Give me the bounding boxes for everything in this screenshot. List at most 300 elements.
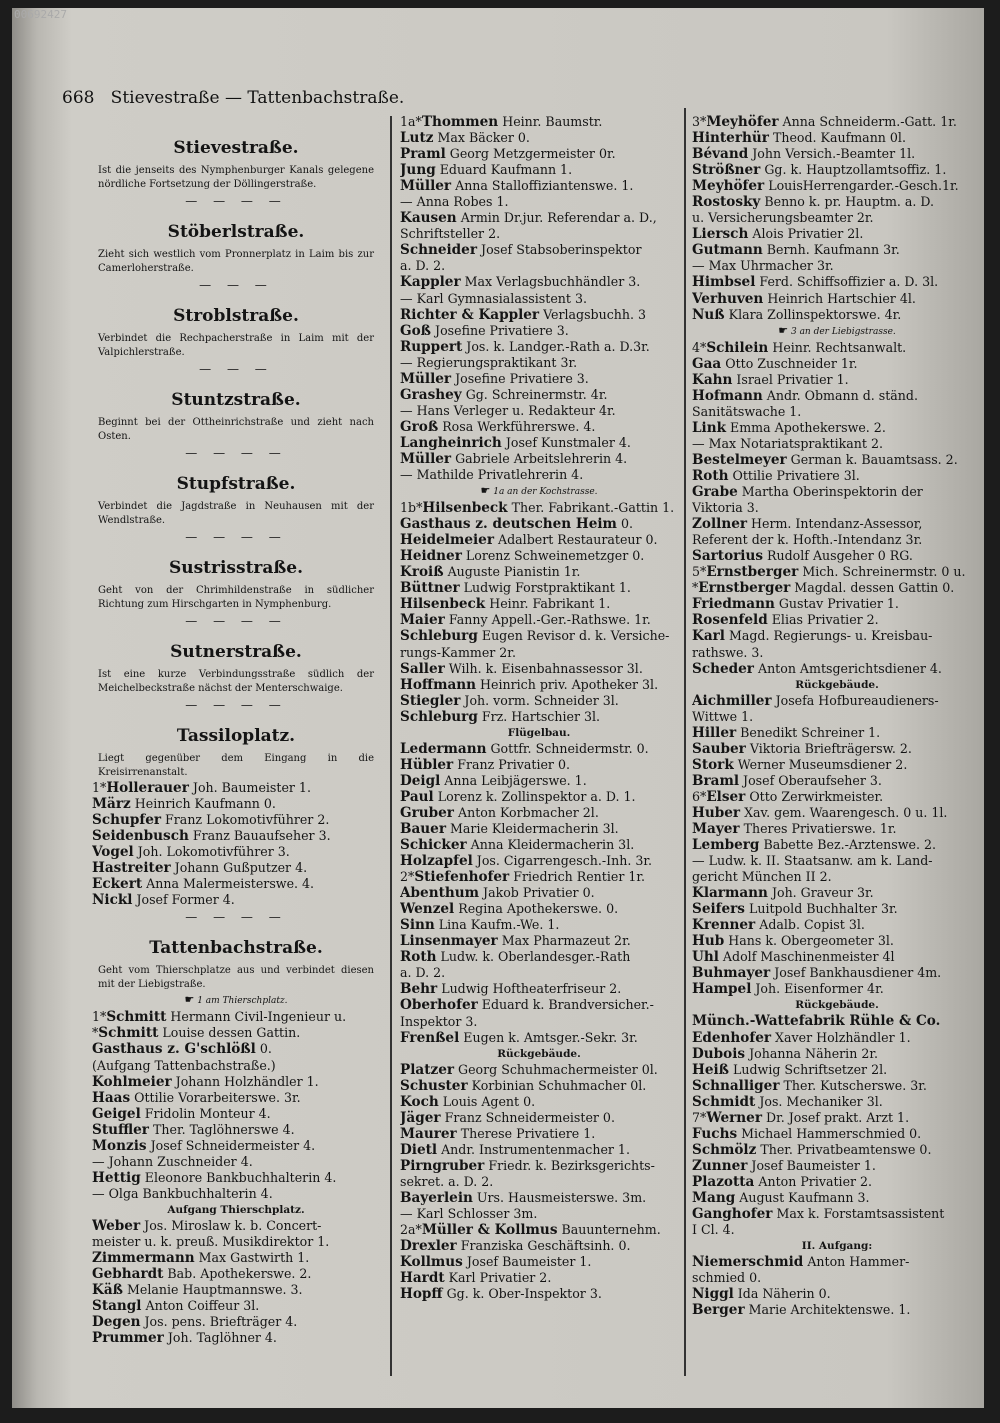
resident-name: Behr: [400, 981, 438, 998]
resident-name: Stork: [692, 756, 734, 773]
directory-entry: [400, 1030, 678, 1046]
directory-entry: [400, 403, 678, 419]
directory-entry: [692, 468, 982, 484]
directory-entry: [692, 1030, 982, 1046]
directory-entry: [400, 274, 678, 290]
directory-entry: [92, 1074, 380, 1090]
resident-details: Luitpold Buchhalter 3r.: [748, 901, 898, 917]
resident-name: Schneider: [400, 242, 477, 259]
directory-entry: [692, 885, 982, 901]
directory-entry: [92, 1154, 380, 1170]
resident-details: Michael Hammerschmied 0.: [741, 1125, 922, 1141]
directory-entry: [400, 1158, 678, 1174]
resident-name: Gutmann: [692, 242, 763, 259]
directory-entry: [400, 1174, 678, 1190]
directory-entry: [692, 981, 982, 997]
resident-details: Magd. Regierungs- u. Kreisbau-: [728, 628, 933, 644]
resident-details: Magdal. dessen Gattin 0.: [794, 580, 955, 596]
resident-name: Maurer: [400, 1125, 457, 1142]
directory-entry: [692, 917, 982, 933]
resident-details: Xaver Holzhändler 1.: [775, 1029, 911, 1045]
resident-name: Schmölz: [692, 1141, 757, 1158]
resident-details: — Karl Schlosser 3m.: [400, 1206, 538, 1222]
directory-entry: [92, 780, 380, 796]
pointing-hand-icon: ☛: [778, 323, 789, 337]
directory-entry: [400, 371, 678, 387]
directory-entry: [92, 1330, 380, 1346]
directory-entry: [92, 1090, 380, 1106]
resident-details: — Anna Robes 1.: [400, 194, 509, 210]
resident-name: Huber: [692, 804, 741, 821]
resident-name: Uhl: [692, 949, 719, 966]
resident-name: Frenßel: [400, 1029, 460, 1046]
resident-name: Gaa: [692, 355, 722, 372]
resident-name: Nickl: [92, 892, 133, 909]
resident-details: Otto Zuschneider 1r.: [725, 355, 858, 371]
directory-entry: [692, 114, 982, 130]
resident-details: Anna Stalloffiziantenswe. 1.: [455, 178, 634, 194]
resident-details: Ludwig Schriftsetzer 2l.: [733, 1061, 888, 1077]
directory-entry: [400, 1286, 678, 1302]
resident-details: — Ludw. k. II. Staatsanw. am k. Land-: [692, 853, 933, 869]
directory-entry: [692, 404, 982, 420]
directory-entry: [400, 532, 678, 548]
resident-details: Martha Oberinspektorin der: [741, 484, 923, 500]
directory-entry: [400, 355, 678, 371]
directory-entry: [92, 1009, 380, 1025]
resident-name: Sauber: [692, 740, 746, 757]
resident-name: Meyhöfer: [692, 178, 765, 195]
directory-entry: [692, 869, 982, 885]
resident-details: Bauunternehm.: [561, 1222, 661, 1238]
resident-details: Franz Bauaufseher 3.: [192, 828, 331, 844]
resident-details: Georg Metzgermeister 0r.: [449, 146, 616, 162]
directory-entry: [692, 210, 982, 226]
resident-name: Heiß: [692, 1061, 729, 1078]
resident-name: Hastreiter: [92, 860, 171, 877]
resident-name: Hub: [692, 933, 725, 950]
directory-entry: [400, 194, 678, 210]
resident-name: Heidelmeier: [400, 532, 494, 549]
directory-entry: [92, 1122, 380, 1138]
street-title: Stupfstraße.: [176, 474, 296, 494]
directory-entry: [692, 532, 982, 548]
resident-details: Joh. Graveur 3r.: [771, 885, 874, 901]
resident-details: Auguste Pianistin 1r.: [447, 564, 581, 580]
location-note: [692, 323, 982, 340]
directory-entry: [692, 484, 982, 500]
resident-details: Ludwig Hoftheaterfriseur 2.: [441, 981, 622, 997]
resident-name: Stiegler: [400, 692, 461, 709]
resident-details: Inspektor 3.: [400, 1013, 478, 1029]
resident-details: Dr. Josef prakt. Arzt 1.: [766, 1109, 910, 1125]
directory-entry: [400, 933, 678, 949]
subsection-heading: II. Aufgang:: [801, 1240, 873, 1253]
resident-details: Joh. Lokomotivführer 3.: [137, 844, 290, 860]
directory-entry: [92, 860, 380, 876]
resident-name: Ruppert: [400, 338, 463, 355]
resident-name: Ernstberger: [706, 564, 799, 581]
resident-details: Max Bäcker 0.: [437, 130, 530, 146]
directory-entry: [692, 612, 982, 628]
resident-name: Deigl: [400, 772, 441, 789]
resident-details: Eugen Revisor d. k. Versiche-: [481, 628, 670, 644]
resident-name: Hettig: [92, 1169, 141, 1186]
column-1: [92, 124, 380, 1346]
resident-details: Ther. Fabrikant.-Gattin 1.: [511, 500, 675, 516]
directory-entry: [92, 1025, 380, 1041]
directory-entry: [400, 339, 678, 355]
resident-name: Hoffmann: [400, 676, 477, 693]
resident-name: Hinterhür: [692, 130, 769, 147]
resident-name: Wenzel: [400, 901, 455, 918]
resident-details: — Karl Gymnasialassistent 3.: [400, 290, 587, 306]
resident-details: Joh. Baumeister 1.: [192, 780, 311, 795]
street-title: Stuntzstraße.: [171, 390, 301, 410]
resident-details: Joh. Taglöhner 4.: [167, 1330, 277, 1346]
resident-details: Xav. gem. Waarengesch. 0 u. 1l.: [744, 804, 948, 820]
directory-entry: [92, 796, 380, 812]
resident-name: Hampel: [692, 981, 752, 998]
directory-entry: [400, 435, 678, 451]
resident-details: gericht München II 2.: [692, 869, 832, 885]
resident-name: Seifers: [692, 901, 745, 918]
directory-entry: [692, 356, 982, 372]
note-text: 3 an der Liebigstrasse.: [790, 326, 896, 337]
resident-name: März: [92, 796, 131, 813]
resident-details: 0.: [259, 1041, 272, 1057]
directory-entry: [400, 693, 678, 709]
street-description: Geht von der Chrimhildenstraße in südlicher Richtung zum Hirschgarten in Nymphenburg.: [98, 585, 374, 610]
resident-details: a. D. 2.: [400, 258, 446, 274]
resident-name: Liersch: [692, 226, 749, 243]
house-number: *: [92, 1025, 99, 1041]
resident-details: rungs-Kammer 2r.: [400, 644, 516, 660]
directory-entry: [692, 1046, 982, 1062]
resident-name: Kohlmeier: [92, 1073, 172, 1090]
section-divider: — — — —: [185, 698, 287, 712]
resident-name: Bayerlein: [400, 1190, 473, 1206]
resident-details: Israel Privatier 1.: [736, 371, 849, 387]
house-number: *: [692, 580, 699, 596]
resident-name: Schuster: [400, 1077, 468, 1094]
directory-entry: [692, 388, 982, 404]
resident-name: Nuß: [692, 306, 725, 323]
directory-entry: [92, 1314, 380, 1330]
resident-name: Bauer: [400, 820, 446, 837]
section-divider: — — — —: [185, 446, 287, 460]
resident-details: Wilh. k. Eisenbahnassessor 3l.: [448, 660, 643, 676]
resident-details: Armin Dr.jur. Referendar a. D.,: [460, 210, 657, 226]
directory-entry: [400, 500, 678, 516]
page-number: 668: [62, 88, 95, 108]
directory-entry: [400, 1142, 678, 1158]
directory-entry: [692, 307, 982, 323]
resident-name: Bestelmeyer: [692, 451, 787, 468]
resident-details: Hermann Civil-Ingenieur u.: [170, 1009, 347, 1025]
resident-name: Zunner: [692, 1157, 748, 1174]
directory-entry: [692, 661, 982, 677]
resident-details: — Hans Verleger u. Redakteur 4r.: [400, 402, 616, 418]
resident-name: Schmitt: [106, 1009, 167, 1026]
directory-entry: [400, 548, 678, 564]
resident-name: Friedmann: [692, 596, 775, 613]
resident-details: — Max Uhrmacher 3r.: [692, 258, 834, 274]
resident-name: Linsenmayer: [400, 933, 498, 950]
street-description: Geht vom Thierschplatze aus und verbindet diesen mit der Liebigstraße.: [98, 965, 374, 991]
resident-details: Gg. k. Hauptzollamtsoffiz. 1.: [764, 162, 947, 178]
directory-entry: [92, 1266, 380, 1282]
column-rule-2: [684, 108, 686, 1376]
resident-details: Josef Baumeister 1.: [751, 1157, 876, 1173]
directory-entry: [692, 1254, 982, 1270]
location-note: [92, 992, 380, 1009]
directory-entry: [692, 773, 982, 789]
directory-entry: [692, 1302, 982, 1318]
resident-name: Goß: [400, 322, 432, 339]
resident-details: Fanny Appell.-Ger.-Rathswe. 1r.: [448, 612, 651, 628]
resident-name: Grashey: [400, 386, 462, 403]
directory-entry: [92, 1282, 380, 1298]
directory-entry: [692, 1013, 982, 1029]
resident-details: Anna Leibjägerswe. 1.: [444, 772, 587, 788]
resident-details: Adalb. Copist 3l.: [759, 917, 865, 933]
street-title: Tattenbachstraße.: [149, 938, 323, 959]
resident-name: Jung: [400, 162, 436, 179]
resident-details: Sanitätswache 1.: [692, 403, 802, 419]
resident-details: Ther. Taglöhnerswe 4.: [153, 1121, 295, 1137]
resident-details: Karl Privatier 2.: [448, 1270, 552, 1286]
resident-name: Oberhofer: [400, 997, 478, 1014]
resident-details: rathswe. 3.: [692, 644, 764, 660]
directory-entry: [692, 821, 982, 837]
subsection-heading: Rückgebäude.: [795, 678, 879, 691]
resident-name: Edenhofer: [692, 1029, 772, 1046]
resident-details: Korbinian Schuhmacher 0l.: [471, 1077, 647, 1093]
resident-name: Mang: [692, 1190, 736, 1206]
resident-details: Josefine Privatiere 3.: [435, 322, 569, 338]
resident-details: (Aufgang Tattenbachstraße.): [92, 1057, 276, 1073]
resident-name: Jäger: [400, 1109, 441, 1126]
resident-details: Johann Holzhändler 1.: [175, 1073, 319, 1089]
street-title: Tassiloplatz.: [176, 726, 296, 746]
resident-name: Müller & Kollmus: [421, 1222, 558, 1239]
resident-details: Theod. Kaufmann 0l.: [772, 130, 906, 146]
resident-name: Thommen: [421, 114, 499, 130]
resident-details: Johann Gußputzer 4.: [174, 860, 308, 876]
resident-details: sekret. a. D. 2.: [400, 1173, 494, 1189]
resident-name: Rostosky: [692, 194, 761, 211]
directory-entry: [692, 548, 982, 564]
resident-details: Anna Malermeisterswe. 4.: [146, 876, 315, 892]
resident-details: Jos. Cigarrengesch.-Inh. 3r.: [476, 853, 652, 869]
resident-details: Jos. pens. Briefträger 4.: [144, 1314, 298, 1330]
directory-entry: [692, 178, 982, 194]
directory-entry: [692, 1270, 982, 1286]
directory-entry: [92, 1170, 380, 1186]
resident-details: Jos. Mechaniker 3l.: [759, 1093, 883, 1109]
resident-name: Maier: [400, 612, 445, 629]
section-divider: — — —: [199, 278, 273, 292]
subsection-heading: Rückgebäude.: [497, 1047, 581, 1060]
house-number: 3*: [692, 114, 707, 129]
resident-details: Gabriele Arbeitslehrerin 4.: [455, 450, 628, 466]
resident-details: Anton Amtsgerichtsdiener 4.: [757, 660, 942, 676]
section-divider: — — — —: [185, 194, 287, 208]
resident-details: Gottfr. Schneidermstr. 0.: [490, 740, 649, 756]
resident-details: John Versich.-Beamter 1l.: [752, 146, 916, 162]
directory-entry: [692, 645, 982, 661]
resident-details: — Olga Bankbuchhalterin 4.: [92, 1185, 273, 1201]
directory-entry: [400, 997, 678, 1013]
resident-details: Babette Bez.-Arztenswe. 2.: [763, 837, 936, 853]
resident-name: Geigel: [92, 1105, 141, 1122]
note-text: 1 am Thierschplatz.: [197, 996, 288, 1007]
resident-details: Marie Kleidermacherin 3l.: [450, 820, 619, 836]
note-text: 1a an der Kochstrasse.: [493, 487, 598, 498]
resident-details: Joh. Eisenformer 4r.: [755, 981, 884, 997]
resident-details: Georg Schuhmachermeister 0l.: [458, 1061, 658, 1077]
directory-entry: [692, 949, 982, 965]
resident-name: Meyhöfer: [706, 114, 779, 130]
street-title: Stroblstraße.: [173, 306, 299, 326]
resident-name: Vogel: [92, 844, 134, 861]
resident-name: Gruber: [400, 804, 454, 821]
resident-name: Zollner: [692, 516, 748, 533]
resident-name: Schleburg: [400, 628, 478, 645]
directory-entry: [692, 789, 982, 805]
resident-name: Scheder: [692, 660, 754, 677]
resident-name: Stiefenhofer: [414, 869, 510, 886]
directory-entry: [692, 628, 982, 644]
scan-code: 00692427: [14, 8, 67, 21]
resident-details: Heinr. Baumstr.: [502, 114, 603, 129]
resident-details: Anton Korbmacher 2l.: [458, 804, 599, 820]
resident-details: I Cl. 4.: [692, 1222, 735, 1238]
directory-entry: [400, 387, 678, 403]
directory-entry: [400, 210, 678, 226]
location-note: [400, 483, 678, 500]
directory-entry: [400, 628, 678, 644]
directory-entry: [92, 1138, 380, 1154]
resident-details: Urs. Hausmeisterswe. 3m.: [476, 1190, 647, 1205]
resident-details: Adalbert Restaurateur 0.: [498, 532, 658, 548]
resident-details: Jos. k. Landger.-Rath a. D.3r.: [466, 338, 650, 354]
street-description: Verbindet die Jagdstraße in Neuhausen mit der Wendlstraße.: [98, 501, 374, 526]
resident-name: Platzer: [400, 1061, 455, 1078]
street-description: Ist eine kurze Verbindungsstraße südlich der Meichelbeckstraße nächst der Menterschwaige.: [98, 669, 374, 694]
directory-entry: [692, 452, 982, 468]
resident-details: Heinrich Hartschier 4l.: [767, 290, 916, 306]
resident-details: Louise dessen Gattin.: [162, 1025, 301, 1041]
resident-name: Lemberg: [692, 837, 760, 854]
directory-entry: [400, 821, 678, 837]
directory-entry: [692, 340, 982, 356]
resident-name: Müller: [400, 178, 452, 195]
directory-entry: [692, 1110, 982, 1126]
directory-entry: [400, 580, 678, 596]
directory-entry: [400, 291, 678, 307]
resident-name: Gasthaus z. G'schlößl: [92, 1041, 256, 1058]
directory-entry: [692, 1062, 982, 1078]
directory-entry: [692, 1158, 982, 1174]
resident-details: Otto Zerwirkmeister.: [749, 788, 884, 804]
directory-entry: [692, 564, 982, 580]
resident-details: Heinrich priv. Apotheker 3l.: [480, 676, 659, 692]
directory-entry: [400, 981, 678, 997]
directory-entry: [400, 1206, 678, 1222]
directory-entry: [400, 677, 678, 693]
resident-name: Büttner: [400, 580, 460, 597]
resident-details: Mich. Schreinermstr. 0 u.: [802, 564, 966, 580]
directory-entry: [92, 892, 380, 908]
resident-name: Hofmann: [692, 387, 763, 404]
directory-entry: [692, 709, 982, 725]
resident-name: Hübler: [400, 756, 454, 773]
resident-details: Lina Kaufm.-We. 1.: [438, 917, 560, 933]
subsection-heading: Aufgang Thierschplatz.: [167, 1203, 305, 1216]
resident-details: Franz Privatier 0.: [457, 756, 570, 772]
resident-name: Verhuven: [692, 290, 764, 307]
resident-details: schmied 0.: [692, 1270, 762, 1286]
resident-details: Josefa Hofbureaudieners-: [775, 692, 939, 708]
running-header: [62, 88, 404, 108]
pointing-hand-icon: ☛: [480, 484, 491, 498]
section-divider: — — —: [199, 362, 273, 376]
resident-name: Pirngruber: [400, 1157, 485, 1174]
directory-entry: [400, 853, 678, 869]
resident-name: Gasthaus z. deutschen Heim: [400, 516, 617, 533]
resident-details: Klara Zollinspektorswe. 4r.: [728, 306, 902, 322]
resident-details: Max k. Forstamtsassistent: [776, 1206, 945, 1222]
directory-entry: [400, 741, 678, 757]
directory-entry: [692, 1286, 982, 1302]
directory-entry: [400, 917, 678, 933]
directory-entry: [400, 162, 678, 178]
directory-entry: [400, 965, 678, 981]
resident-name: Schilein: [706, 339, 769, 356]
resident-details: Lorenz k. Zollinspektor a. D. 1.: [437, 788, 636, 804]
house-number: 1*: [92, 1009, 107, 1025]
resident-details: Gg. Schreinermstr. 4r.: [465, 386, 608, 402]
directory-entry: [692, 933, 982, 949]
resident-name: Aichmiller: [692, 692, 772, 709]
directory-entry: [692, 130, 982, 146]
resident-name: Krenner: [692, 917, 756, 934]
resident-name: Saller: [400, 660, 445, 677]
resident-details: Gustav Privatier 1.: [778, 596, 899, 612]
resident-details: Josef Former 4.: [136, 892, 235, 908]
directory-entry: [400, 178, 678, 194]
directory-entry: [692, 162, 982, 178]
resident-details: Rosa Werkführerswe. 4.: [442, 418, 596, 434]
resident-details: Eugen k. Amtsger.-Sekr. 3r.: [463, 1029, 638, 1045]
house-number: 4*: [692, 339, 707, 355]
resident-details: Bab. Apothekerswe. 2.: [167, 1266, 312, 1282]
directory-entry: [92, 876, 380, 892]
resident-details: Louis Agent 0.: [442, 1093, 536, 1109]
resident-details: — Regierungspraktikant 3r.: [400, 354, 578, 370]
subsection-heading: Flügelbau.: [507, 726, 571, 739]
resident-details: Eduard Kaufmann 1.: [439, 162, 573, 178]
directory-entry: [92, 1186, 380, 1202]
directory-entry: [692, 757, 982, 773]
directory-entry: [400, 805, 678, 821]
resident-details: Regina Apothekerswe. 0.: [458, 901, 619, 917]
resident-name: Prummer: [92, 1330, 164, 1347]
directory-page: [12, 8, 984, 1408]
resident-details: Ottilie Privatiere 3l.: [732, 467, 860, 483]
